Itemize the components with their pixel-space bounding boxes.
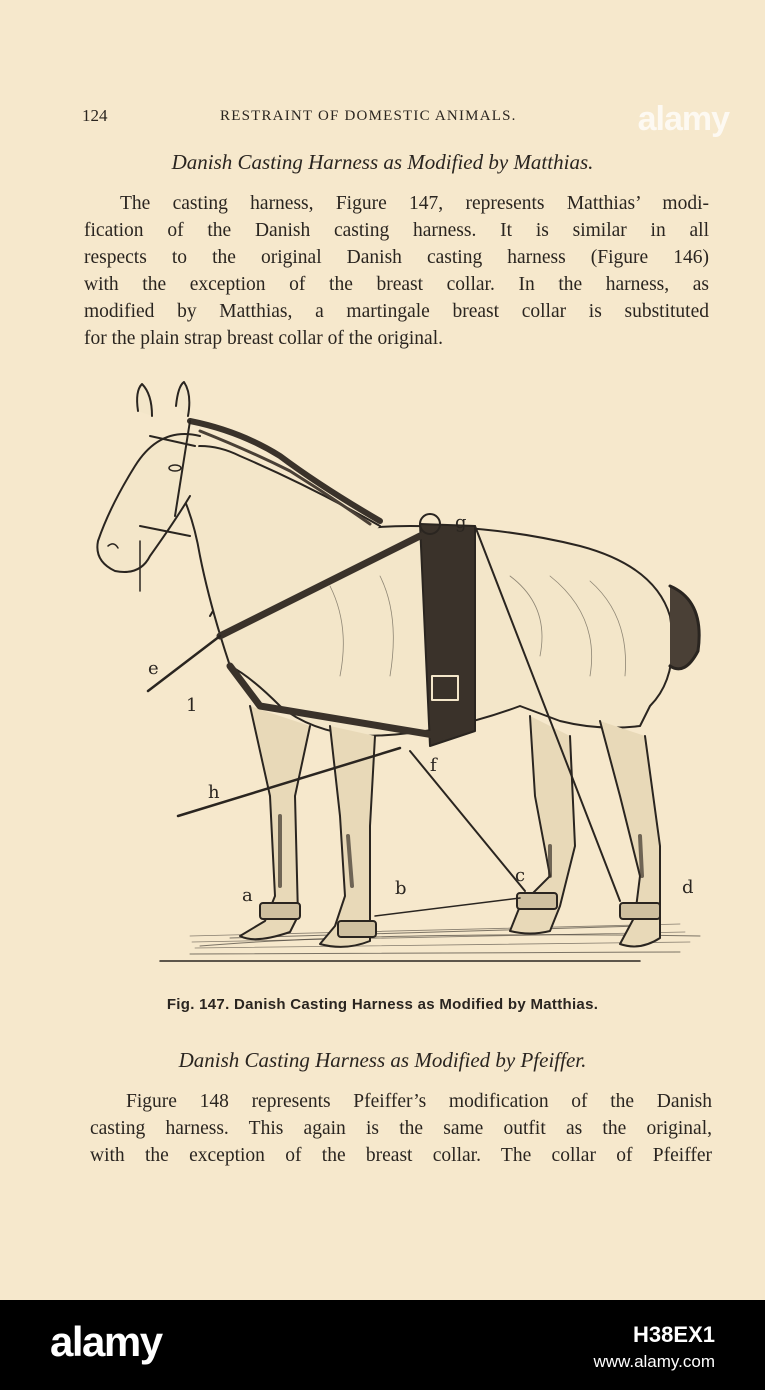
paragraph-line: casting harness. This again is the same outfit as the original,: [90, 1118, 712, 1139]
paragraph-line: with the exception of the breast collar. In the harness, as: [84, 274, 709, 295]
figure-caption: Fig. 147. Danish Casting Harness as Modified by Matthias.: [166, 996, 599, 1013]
image-id: H38EX1: [633, 1322, 715, 1347]
paragraph-line: with the exception of the breast collar. The collar of Pfeiffer: [90, 1145, 712, 1166]
horse-harness-figure: [80, 376, 720, 976]
paragraph-pfeiffer: [90, 1088, 712, 1169]
paragraph-matthias: [84, 190, 709, 352]
paragraph-line: The casting harness, Figure 147, represents Matthias’ modi-: [120, 193, 709, 214]
figure-label-f: f: [430, 755, 437, 776]
paragraph-line: fication of the Danish casting harness. It is similar in all: [84, 220, 709, 241]
figure-label-b: b: [395, 878, 407, 899]
figure-label-h: h: [208, 782, 220, 803]
paragraph-line: Figure 148 represents Pfeiffer’s modification of the Danish: [126, 1091, 712, 1112]
running-head: RESTRAINT OF DOMESTIC ANIMALS.: [220, 108, 517, 124]
paragraph-line: modified by Matthias, a martingale breast collar is substituted: [84, 301, 709, 322]
figure-label-1: 1: [186, 695, 198, 716]
alamy-logo: alamy: [50, 1318, 162, 1365]
alamy-watermark: alamy: [637, 100, 729, 138]
figure-label-a: a: [242, 885, 253, 906]
figure-label-d: d: [682, 877, 694, 898]
section-title-matthias: Danish Casting Harness as Modified by Matthias.: [171, 150, 594, 174]
section-title-pfeiffer: Danish Casting Harness as Modified by Pfeiffer.: [178, 1048, 587, 1072]
alamy-url: www.alamy.com: [593, 1352, 715, 1371]
figure-label-g: g: [455, 512, 467, 533]
paragraph-line: for the plain strap breast collar of the original.: [84, 328, 443, 349]
figure-label-e: e: [148, 658, 159, 679]
paragraph-line: respects to the original Danish casting harness (Figure 146): [84, 247, 709, 268]
page-number: 124: [82, 106, 108, 125]
horse-illustration: [80, 376, 720, 976]
figure-label-c: c: [515, 865, 526, 886]
